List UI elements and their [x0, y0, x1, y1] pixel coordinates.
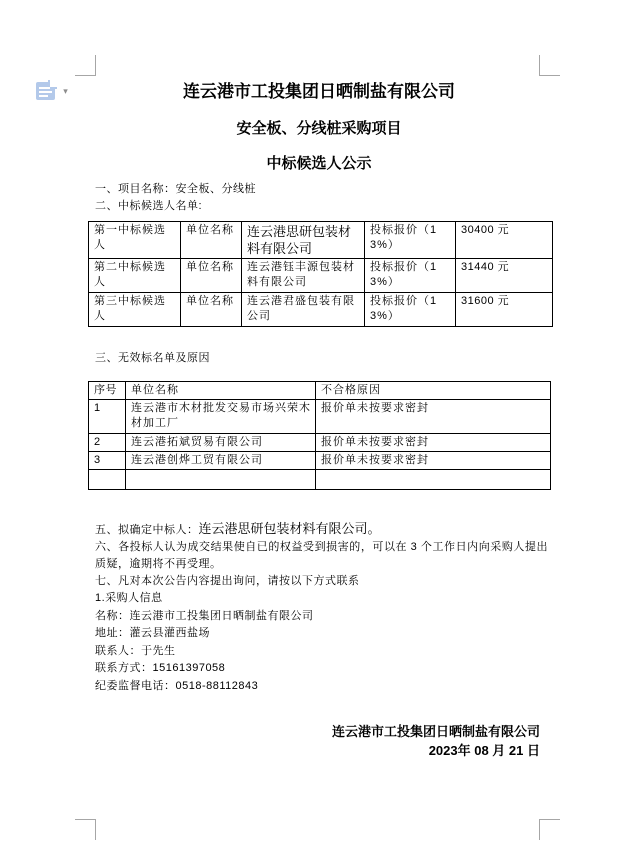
bid-price-label: 投标报价（13%） [365, 259, 456, 293]
unit-name-label: 单位名称 [181, 222, 242, 259]
table-row [89, 293, 553, 327]
doc-title-company: 连云港市工投集团日晒制盐有限公司 [183, 82, 455, 101]
invalid-reason: 报价单未按要求密封 [316, 400, 551, 434]
margin-corner-bottom-left [75, 819, 96, 840]
margin-corner-top-right [539, 55, 560, 76]
doc-title-announcement: 中标候选人公示 [266, 155, 372, 172]
unit-name-label: 单位名称 [181, 259, 242, 293]
row-no: 2 [89, 434, 126, 452]
signature-date: 2023年 08 月 21 日 [428, 743, 540, 758]
invalid-reason: 报价单未按要求密封 [316, 434, 551, 452]
supervision-phone: 纪委监督电话：0518-88112843 [95, 679, 259, 692]
row-no [89, 470, 126, 490]
invalid-bids-table [88, 381, 551, 490]
section-3-heading: 三、无效标名单及原因 [95, 352, 210, 364]
table-row [89, 259, 553, 293]
unit-name-label: 单位名称 [181, 293, 242, 327]
section-5-company: 连云港思研包装材料有限公司。 [198, 521, 381, 536]
purchaser-phone: 联系方式：15161397058 [95, 662, 226, 674]
purchaser-address: 地址：灌云县灌西盐场 [95, 627, 210, 639]
table-row [89, 452, 551, 470]
section-7-contact: 七、凡对本次公告内容提出询问，请按以下方式联系 [95, 575, 360, 587]
section-5-winner [88, 520, 550, 539]
section-1-project-name: 一、项目名称：安全板、分线桩 [95, 183, 256, 195]
invalid-company: 连云港创烨工贸有限公司 [126, 452, 316, 470]
row-no: 3 [89, 452, 126, 470]
section-2-heading: 二、中标候选人名单: [95, 200, 203, 212]
invalid-company: 连云港市木材批发交易市场兴荣木材加工厂 [126, 400, 316, 434]
document-body [88, 75, 550, 760]
table-row [89, 434, 551, 452]
candidate-rank: 第二中标候选人 [89, 259, 181, 293]
margin-corner-bottom-right [539, 819, 560, 840]
doc-title-project: 安全板、分线桩采购项目 [236, 120, 402, 137]
table-header-row [89, 382, 551, 400]
col-header-no: 序号 [89, 382, 126, 400]
candidate-company: 连云港思研包装材料有限公司 [242, 222, 365, 259]
section-5-prefix: 五、拟确定中标人： [95, 524, 199, 536]
candidate-rank: 第一中标候选人 [89, 222, 181, 259]
signature-block [88, 722, 550, 760]
section-6-objection: 六、各投标人认为成交结果使自已的权益受到损害的，可以在 3 个工作日内向采购人提出质疑，逾期将不再受理。 [95, 541, 548, 570]
margin-corner-top-left [75, 55, 96, 76]
invalid-company [126, 470, 316, 490]
purchaser-contact: 联系人：于先生 [95, 644, 176, 657]
chevron-down-icon[interactable]: ▾ [63, 86, 68, 96]
candidate-company: 连云港钰丰源包装材料有限公司 [242, 259, 365, 293]
invalid-company: 连云港拓斌贸易有限公司 [126, 434, 316, 452]
bid-price-value: 31600 元 [456, 293, 553, 327]
signature-company: 连云港市工投集团日晒制盐有限公司 [331, 724, 540, 739]
table-row-empty [89, 470, 551, 490]
table-row [89, 222, 553, 259]
bid-price-label: 投标报价（13%） [365, 222, 456, 259]
bid-price-value: 30400 元 [456, 222, 553, 259]
candidate-company: 连云港君盛包装有限公司 [242, 293, 365, 327]
col-header-reason: 不合格原因 [316, 382, 551, 400]
bid-price-value: 31440 元 [456, 259, 553, 293]
invalid-reason [316, 470, 551, 490]
table-row [89, 400, 551, 434]
candidate-rank: 第三中标候选人 [89, 293, 181, 327]
row-no: 1 [89, 400, 126, 434]
paste-options-button[interactable] [36, 82, 70, 102]
candidates-table [88, 221, 553, 327]
purchaser-info-heading: 1.采购人信息 [95, 592, 163, 604]
invalid-reason: 报价单未按要求密封 [316, 452, 551, 470]
purchaser-name: 名称：连云港市工投集团日晒制盐有限公司 [95, 609, 314, 622]
paste-options-icon[interactable] [36, 82, 55, 100]
col-header-company: 单位名称 [126, 382, 316, 400]
bid-price-label: 投标报价（13%） [365, 293, 456, 327]
